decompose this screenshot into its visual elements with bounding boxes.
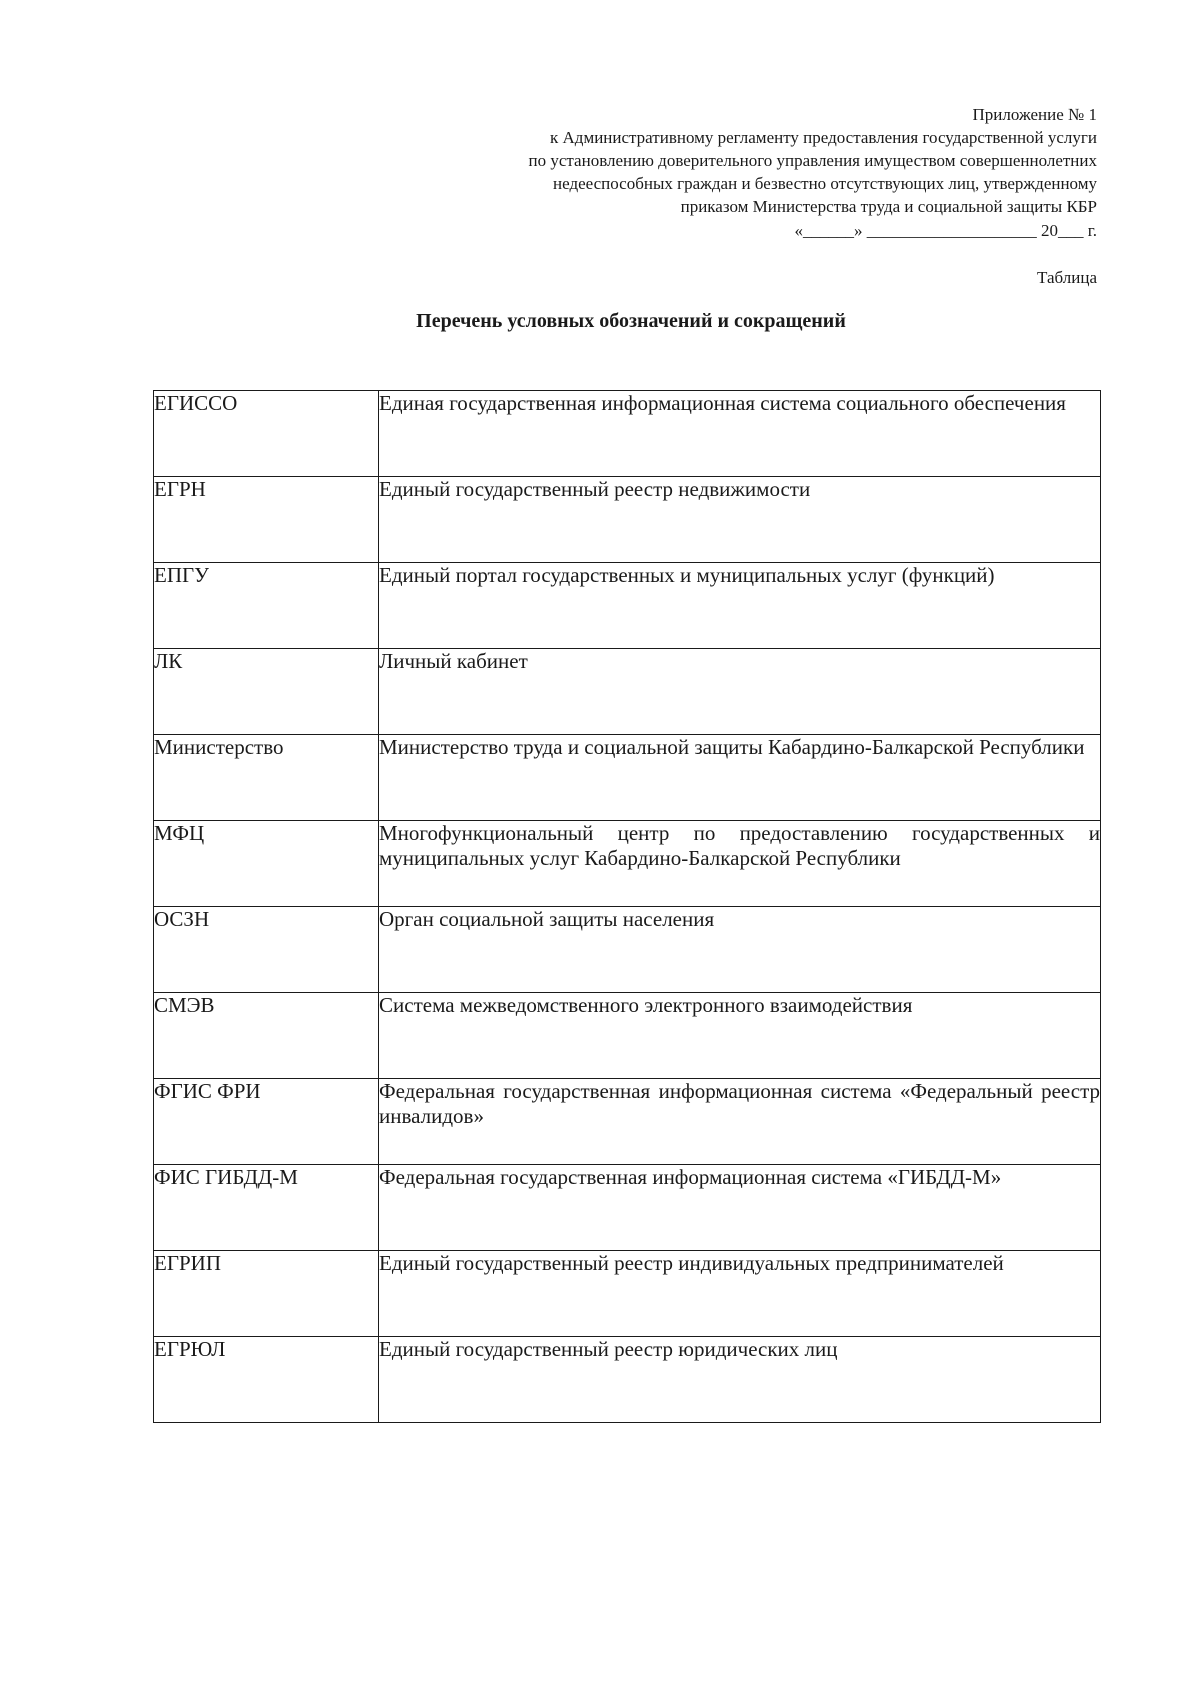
abbreviation-cell: ОСЗН [154,907,379,993]
description-cell: Федеральная государственная информационная система «Федеральный реестр инвалидов» [379,1079,1101,1165]
table-row [154,1079,1101,1165]
abbreviation-cell: МФЦ [154,821,379,907]
abbreviation-cell: СМЭВ [154,993,379,1079]
table-row [154,649,1101,735]
description-cell: Единый государственный реестр недвижимости [379,477,1101,563]
table-caption: Таблица [1037,268,1097,287]
appendix-line-3: по установлению доверительного управления имуществом совершеннолетних [528,151,1097,170]
table-row [154,563,1101,649]
appendix-number: Приложение № 1 [972,105,1097,124]
appendix-line-2: к Административному регламенту предоставления государственной услуги [550,128,1097,147]
abbreviation-cell: ФГИС ФРИ [154,1079,379,1165]
description-cell: Многофункциональный центр по предоставлению государственных и муниципальных услуг Кабардино-Балкарской Республики [379,821,1101,907]
table-row [154,391,1101,477]
abbreviation-cell: ЕГИССО [154,391,379,477]
appendix-header [337,103,1097,242]
appendix-line-5: приказом Министерства труда и социальной защиты КБР [680,197,1097,216]
abbreviation-cell: ЕГРИП [154,1251,379,1337]
table-row [154,477,1101,563]
description-cell: Личный кабинет [379,649,1101,735]
appendix-line-4: недееспособных граждан и безвестно отсутствующих лиц, утвержденному [553,174,1097,193]
table-row [154,993,1101,1079]
abbreviation-cell: ЛК [154,649,379,735]
abbreviation-cell: ФИС ГИБДД-М [154,1165,379,1251]
document-title: Перечень условных обозначений и сокращений [416,310,846,332]
abbreviation-cell: ЕГРН [154,477,379,563]
description-cell: Единая государственная информационная система социального обеспечения [379,391,1101,477]
description-cell: Орган социальной защиты населения [379,907,1101,993]
description-cell: Федеральная государственная информационная система «ГИБДД-М» [379,1165,1101,1251]
date-line: «______» ____________________ 20___ г. [794,221,1097,240]
abbreviation-cell: ЕПГУ [154,563,379,649]
table-row [154,907,1101,993]
table-row [154,1251,1101,1337]
table-row [154,1165,1101,1251]
abbreviations-table [153,390,1101,1423]
description-cell: Система межведомственного электронного взаимодействия [379,993,1101,1079]
description-cell: Министерство труда и социальной защиты Кабардино-Балкарской Республики [379,735,1101,821]
description-cell: Единый государственный реестр индивидуальных предпринимателей [379,1251,1101,1337]
abbreviation-cell: Министерство [154,735,379,821]
table-row [154,735,1101,821]
table-row [154,1337,1101,1423]
description-cell: Единый портал государственных и муниципальных услуг (функций) [379,563,1101,649]
table-row [154,821,1101,907]
abbreviation-cell: ЕГРЮЛ [154,1337,379,1423]
description-cell: Единый государственный реестр юридических лиц [379,1337,1101,1423]
